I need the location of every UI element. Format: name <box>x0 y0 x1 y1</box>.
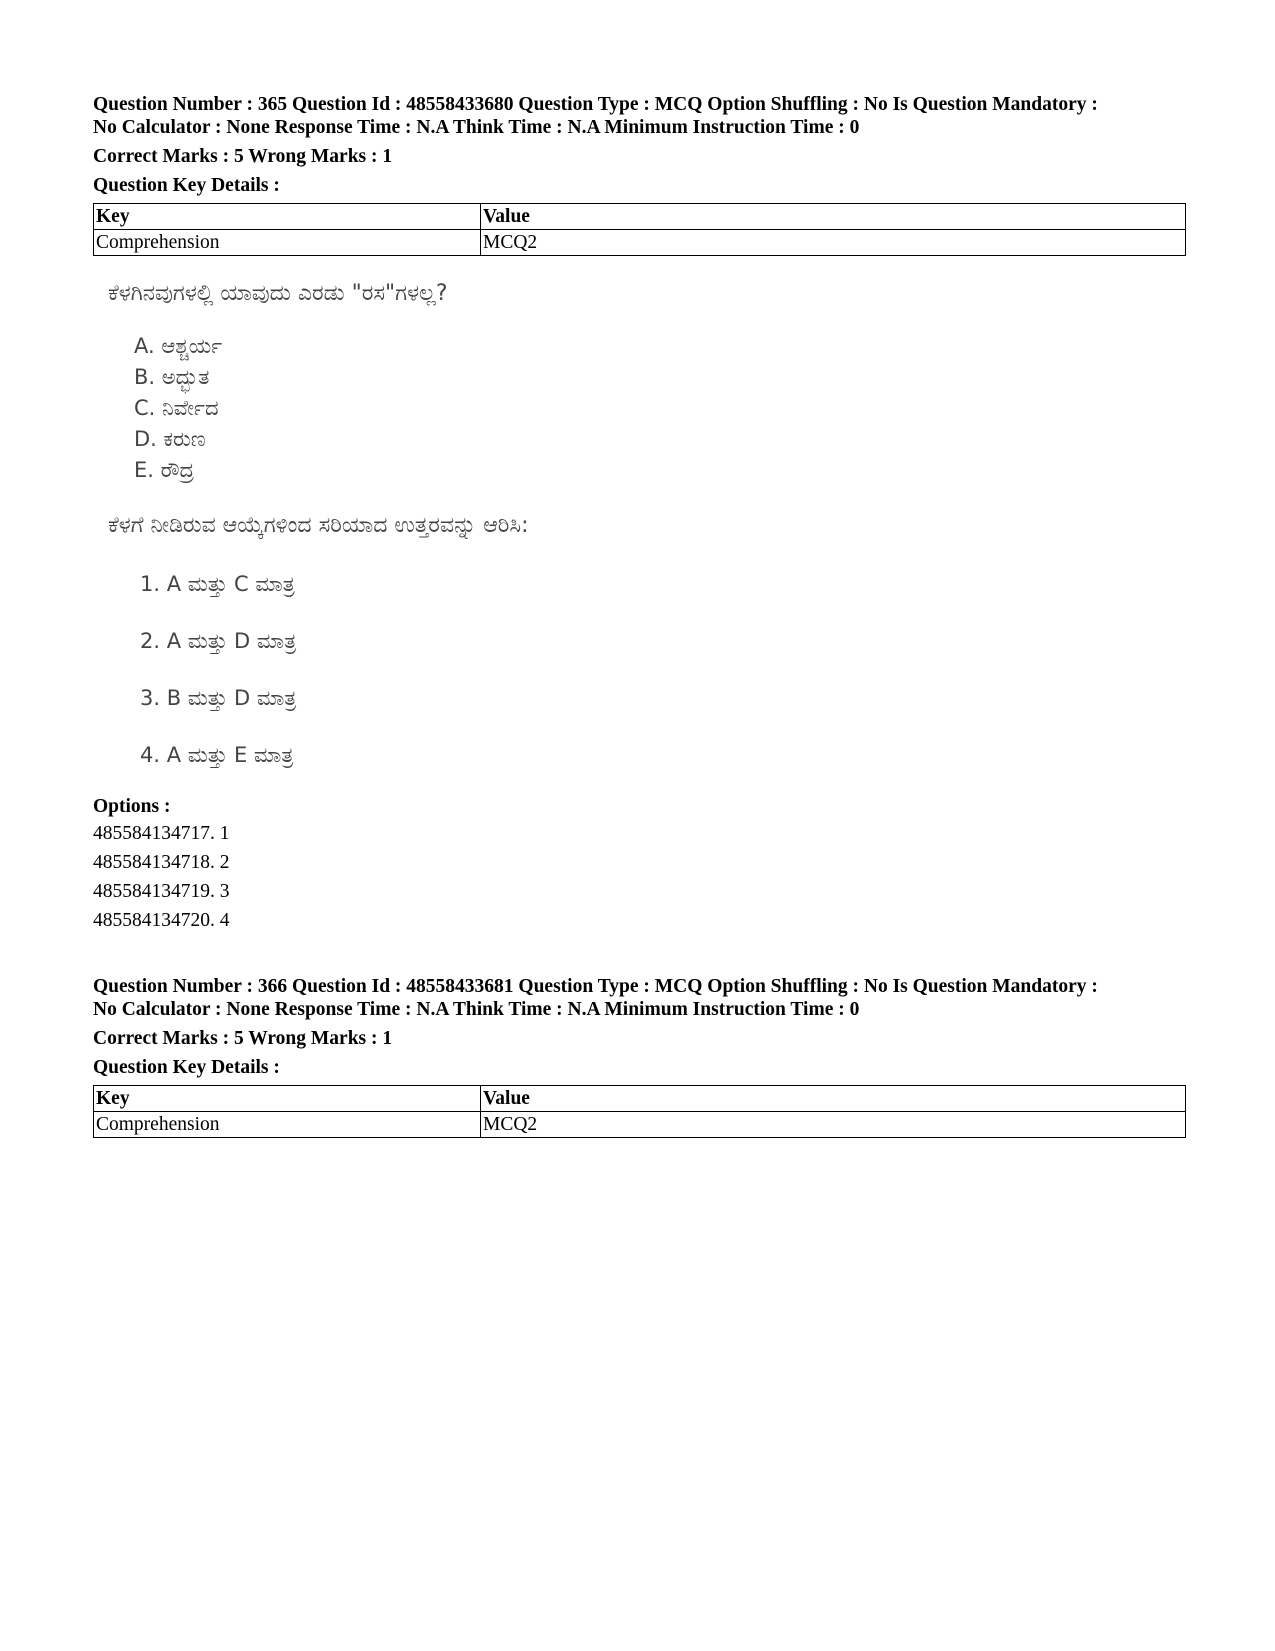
q366-header-line1: Question Number : 366 Question Id : 48558433681 Question Type : MCQ Option Shuffling : No Is Question Mandatory : <box>93 976 1098 997</box>
question-item-e: E. ರೌದ್ರ <box>134 458 195 482</box>
table-header-row <box>94 1086 1186 1112</box>
q365-options-list <box>93 819 1183 935</box>
col-value-header: Value <box>481 204 1186 230</box>
q366-key-table-wrap <box>93 1085 1183 1138</box>
answer-choice-1: 1. A ಮತ್ತು C ಮಾತ್ರ <box>140 572 295 596</box>
q365-key-details-label: Question Key Details : <box>93 175 280 196</box>
col-value-header: Value <box>481 1086 1186 1112</box>
col-key-header: Key <box>94 204 481 230</box>
question-item-a: A. ಆಶ್ಚರ್ಯ <box>134 334 223 358</box>
q365-header-line1: Question Number : 365 Question Id : 48558433680 Question Type : MCQ Option Shuffling : No Is Question Mandatory : <box>93 94 1098 115</box>
question-item-d: D. ಕರುಣ <box>134 427 206 451</box>
q365-marks: Correct Marks : 5 Wrong Marks : 1 <box>93 146 393 167</box>
question-item-c: C. ನಿರ್ವೇದ <box>134 396 219 420</box>
option-item: 485584134718. 2 <box>93 852 230 873</box>
answer-choice-4: 4. A ಮತ್ತು E ಮಾತ್ರ <box>140 743 294 767</box>
q365-header <box>93 93 1183 139</box>
q365-key-table <box>93 203 1186 256</box>
row-value-cell: MCQ2 <box>481 1112 1186 1138</box>
q365-header-line2: No Calculator : None Response Time : N.A Think Time : N.A Minimum Instruction Time : 0 <box>93 117 860 138</box>
answer-choice-3: 3. B ಮತ್ತು D ಮಾತ್ರ <box>140 686 297 710</box>
col-key-header: Key <box>94 1086 481 1112</box>
question-item-b: B. ಅದ್ಭುತ <box>134 365 210 389</box>
q366-key-details-label: Question Key Details : <box>93 1057 280 1078</box>
option-item: 485584134720. 4 <box>93 910 230 931</box>
q366-header-line2: No Calculator : None Response Time : N.A Think Time : N.A Minimum Instruction Time : 0 <box>93 999 860 1020</box>
q366-marks: Correct Marks : 5 Wrong Marks : 1 <box>93 1028 393 1049</box>
q365-key-table-wrap <box>93 203 1183 256</box>
q365-options-label: Options : <box>93 796 171 817</box>
table-row <box>94 1112 1186 1138</box>
question-stem: ಕೆಳಗಿನವುಗಳಲ್ಲಿ ಯಾವುದು ಎರಡು "ರಸ"ಗಳಲ್ಲ? <box>108 281 448 306</box>
row-value-cell: MCQ2 <box>481 230 1186 256</box>
q366-key-table <box>93 1085 1186 1138</box>
q366-header <box>93 975 1183 1021</box>
row-key-cell: Comprehension <box>94 1112 481 1138</box>
question-instruction: ಕೆಳಗೆ ನೀಡಿರುವ ಆಯ್ಕೆಗಳಿಂದ ಸರಿಯಾದ ಉತ್ತರವನ್ನು ಆರಿಸಿ: <box>108 513 529 538</box>
row-key-cell: Comprehension <box>94 230 481 256</box>
answer-choice-2: 2. A ಮತ್ತು D ಮಾತ್ರ <box>140 629 297 653</box>
table-header-row <box>94 204 1186 230</box>
option-item: 485584134717. 1 <box>93 823 230 844</box>
q365-question-image <box>108 280 748 785</box>
table-row <box>94 230 1186 256</box>
option-item: 485584134719. 3 <box>93 881 230 902</box>
